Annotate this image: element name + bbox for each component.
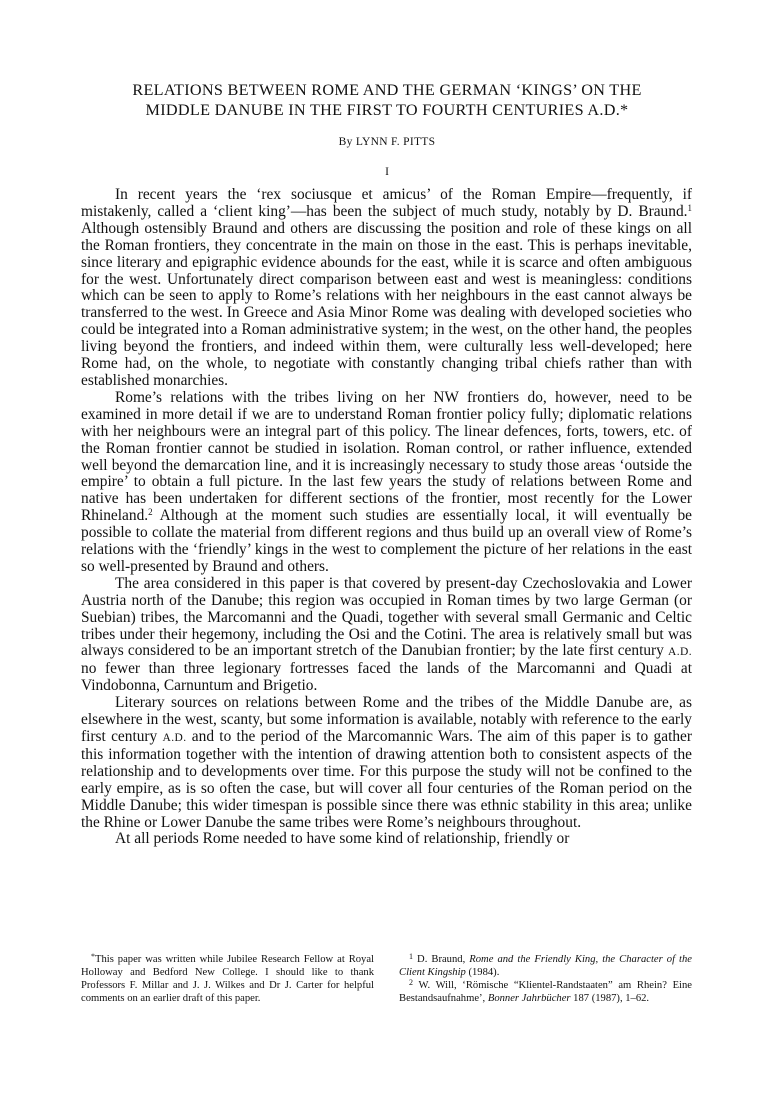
paragraph-5: At all periods Rome needed to have some kind of relationship, friendly or	[115, 830, 570, 848]
paragraph-1: In recent years the ‘rex sociusque et amicus’ of the Roman Empire—frequently, if mistakenly, called a ‘client king’—has been the subject of much study, notably by D. Braund.$^1$ Although ostensibly Braund and others are discussing the position and role of these kings on all the Roman frontiers, they concentrate in the main on those in the east. This is perhaps inevitable, since literary and epigraphic evidence abounds for the east, while it is scarce and often ambiguous for the west. Unfortunately direct comparison between east and west is meaningless: conditions which can be seen to apply to Rome’s relations with her neighbours in the east cannot always be transferred to the west. In Greece and Asia Minor Rome was dealing with developed societies who could be integrated into a Roman administrative system; in the west, on the other hand, the peoples living beyond the frontiers, and indeed within them, were culturally less well-developed; here Rome had, on the whole, to negotiate with constantly changing tribal chiefs rather than with established monarchies.	[81, 186, 692, 389]
footnote-star-mark: *	[91, 952, 95, 961]
title-line-2: MIDDLE DANUBE IN THE FIRST TO FOURTH CENTURIES A.D.*	[145, 101, 629, 119]
footnote-star: *This paper was written while Jubilee Research Fellow at Royal Holloway and Bedford New College. I should like to thank Professors F. Millar and J. J. Wilkes and Dr J. Carter for helpful comments on an earlier draft of this paper.	[81, 952, 374, 1004]
author-byline: By LYNN F. PITTS	[338, 136, 436, 148]
title-line-1: RELATIONS BETWEEN ROME AND THE GERMAN ‘KINGS’ ON THE	[132, 81, 642, 99]
footnote-2: $^2$ W. Will, ‘Römische “Klientel-Randstaaten” am Rhein? Eine Bestandsaufnahme’, Bonner Jahrbücher 187 (1987), 1–62.	[399, 978, 692, 1004]
paragraph-3: The area considered in this paper is that covered by present-day Czechoslovakia and Lower Austria north of the Danube; this region was occupied in Roman times by two large German (or Suebian) tribes, the Marcomanni and the Quadi, together with several small Germanic and Celtic tribes under their hegemony, including the Osi and the Cotini. The area is relatively small but was always considered to be an important stretch of the Danubian frontier; by the late first century A.D. no fewer than three legionary fortresses faced the lands of the Marcomanni and Quadi at Vindobonna, Carnuntum and Brigetio.	[81, 574, 692, 695]
paragraph-2: Rome’s relations with the tribes living on her NW frontiers do, however, need to be examined in more detail if we are to understand Roman frontier policy fully; diplomatic relations with her neighbours were an integral part of this policy. The linear defences, forts, towers, etc. of the Roman frontier cannot be studied in isolation. Roman control, or rather influence, extended well beyond the demarcation line, and it is increasingly necessary to study those areas ‘outside the empire’ to obtain a full picture. In the last few years the study of relations between Rome and native has been undertaken for different sections of the frontier, most recently for the Lower Rhineland.$^2$ Although at the moment such studies are essentially local, it will eventually be possible to collate the material from different regions and thus build up an overall view of Rome’s relations with the ‘friendly’ kings in the west to complement the picture of her relations in the east so well-presented by Braund and others.	[81, 388, 692, 575]
footnotes-numbered	[399, 953, 692, 1005]
section-number: I	[385, 166, 389, 178]
article-body	[81, 187, 692, 848]
footnote-ref-2[interactable]: 2	[148, 507, 153, 518]
footnote-1: $^1$ D. Braund, Rome and the Friendly King, the Character of the Client Kingship (1984).	[399, 952, 692, 978]
paragraph-4: Literary sources on relations between Rome and the tribes of the Middle Danube are, as elsewhere in the west, scanty, but some information is available, notably with reference to the early first century A.D. and to the period of the Marcomannic Wars. The aim of this paper is to gather this information together with the intention of drawing attention both to consistent aspects of the relationship and to developments over time. For this purpose the study will not be confined to the early empire, as is so often the case, but will cover all four centuries of the Roman period on the Middle Danube; this wider timespan is possible since there was ethnic stability in this area; unlike the Rhine or Lower Danube the same tribes were Rome’s neighbours throughout.	[81, 694, 692, 831]
article-title	[70, 80, 704, 120]
footnote-ref-1[interactable]: 1	[687, 202, 692, 213]
